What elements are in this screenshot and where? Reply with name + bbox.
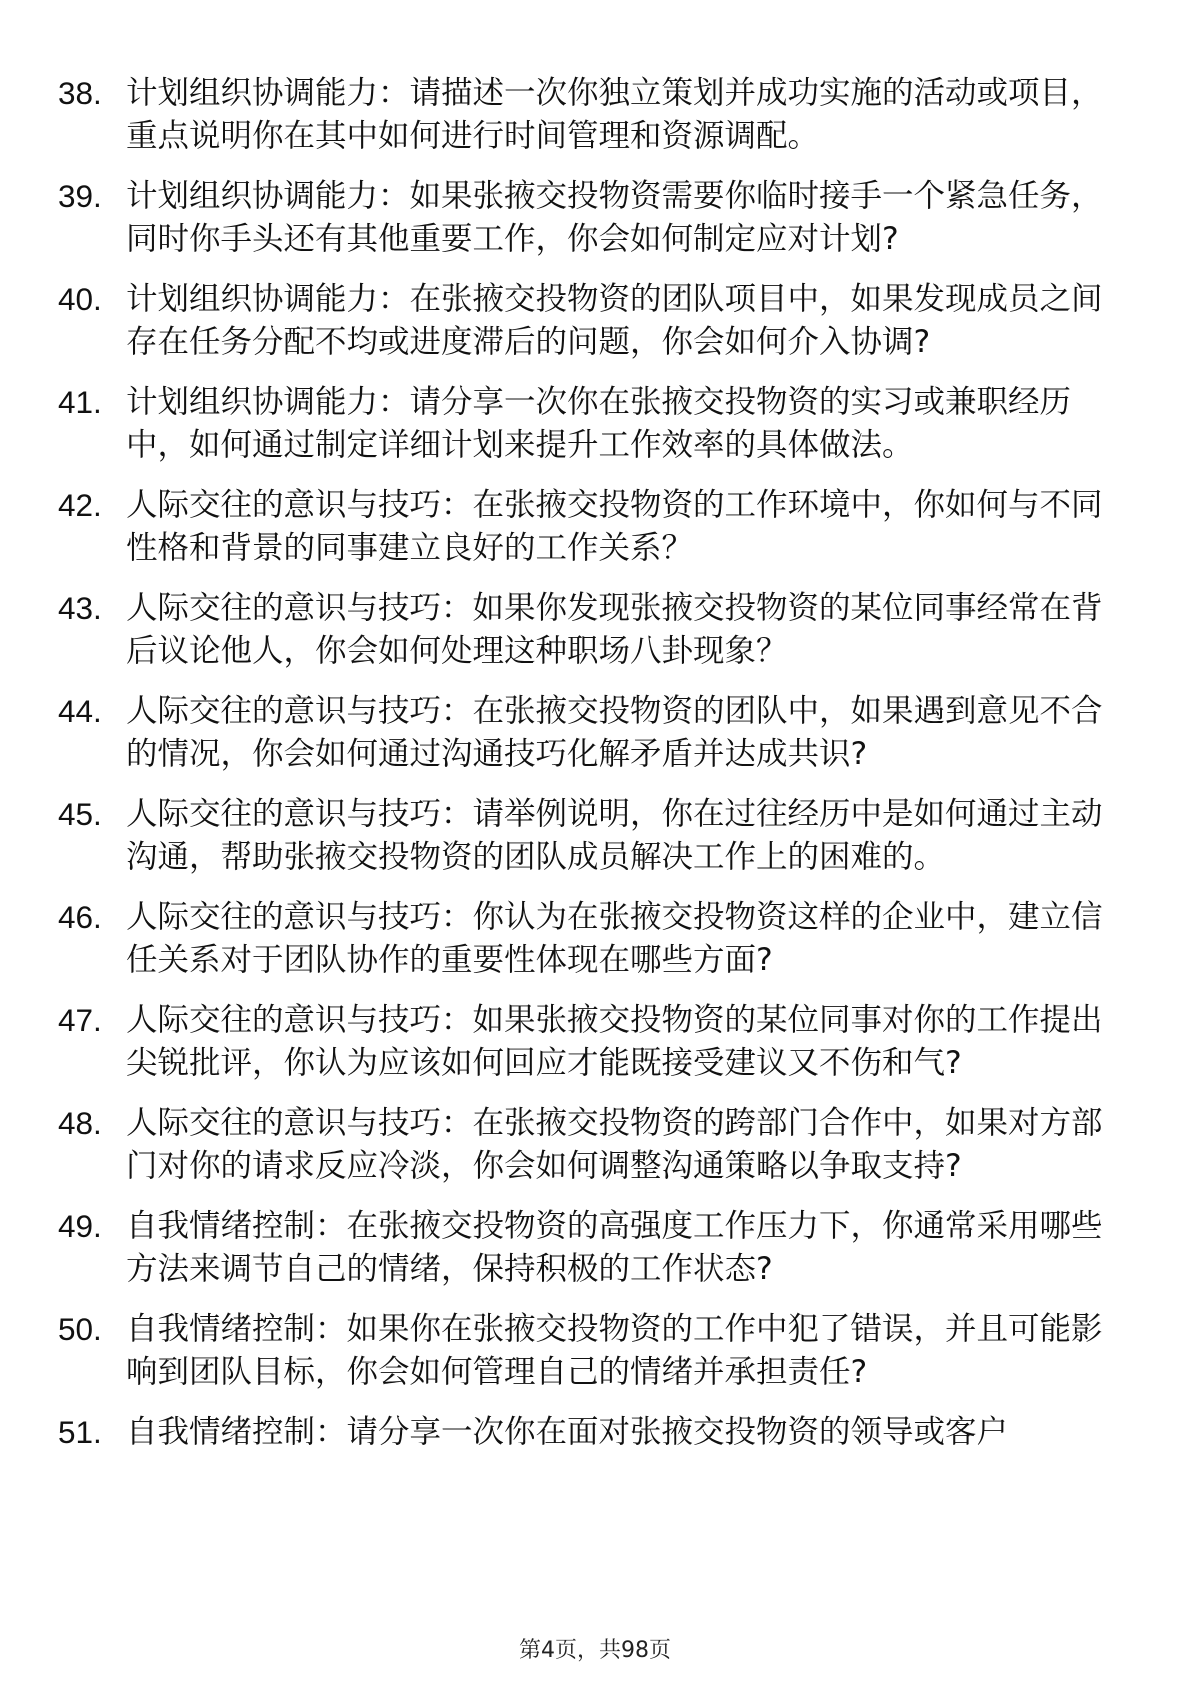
question-number: 38. (58, 75, 102, 111)
list-item (58, 1411, 1118, 1454)
list-item (58, 381, 1118, 467)
question-number: 48. (58, 1105, 102, 1141)
question-text: 自我情绪控制：在张掖交投物资的高强度工作压力下，你通常采用哪些方法来调节自己的情绪，保持积极的工作状态? (126, 1208, 1103, 1287)
list-item (58, 72, 1118, 158)
list-item (58, 1205, 1118, 1291)
question-number: 42. (58, 487, 102, 523)
list-item (58, 690, 1118, 776)
question-text: 计划组织协调能力：请分享一次你在张掖交投物资的实习或兼职经历中，如何通过制定详细计划来提升工作效率的具体做法。 (126, 384, 1072, 463)
question-text: 计划组织协调能力：如果张掖交投物资需要你临时接手一个紧急任务，同时你手头还有其他重要工作，你会如何制定应对计划? (126, 178, 1103, 257)
page-footer: 第4页，共98页 (519, 1638, 671, 1663)
list-item (58, 175, 1118, 261)
list-item (58, 1308, 1118, 1394)
list-item (58, 1102, 1118, 1188)
question-text: 计划组织协调能力：请描述一次你独立策划并成功实施的活动或项目，重点说明你在其中如何进行时间管理和资源调配。 (126, 75, 1103, 154)
list-item (58, 793, 1118, 879)
list-item (58, 484, 1118, 570)
question-text: 计划组织协调能力：在张掖交投物资的团队项目中，如果发现成员之间存在任务分配不均或进度滞后的问题，你会如何介入协调? (126, 281, 1103, 360)
question-number: 50. (58, 1311, 102, 1347)
question-list (58, 72, 1118, 1471)
question-text: 人际交往的意识与技巧：你认为在张掖交投物资这样的企业中，建立信任关系对于团队协作的重要性体现在哪些方面? (126, 899, 1103, 978)
question-number: 39. (58, 178, 102, 214)
question-number: 47. (58, 1002, 102, 1038)
question-text: 人际交往的意识与技巧：请举例说明，你在过往经历中是如何通过主动沟通，帮助张掖交投物资的团队成员解决工作上的困难的。 (126, 796, 1103, 875)
question-text: 人际交往的意识与技巧：如果张掖交投物资的某位同事对你的工作提出尖锐批评，你认为应该如何回应才能既接受建议又不伤和气? (126, 1002, 1103, 1081)
list-item (58, 587, 1118, 673)
question-number: 46. (58, 899, 102, 935)
list-item (58, 896, 1118, 982)
question-number: 40. (58, 281, 102, 317)
question-text: 人际交往的意识与技巧：在张掖交投物资的工作环境中，你如何与不同性格和背景的同事建立良好的工作关系？ (126, 487, 1103, 566)
question-text: 自我情绪控制：请分享一次你在面对张掖交投物资的领导或客户 (126, 1414, 1009, 1450)
question-text: 人际交往的意识与技巧：如果你发现张掖交投物资的某位同事经常在背后议论他人，你会如何处理这种职场八卦现象？ (126, 590, 1103, 669)
question-number: 45. (58, 796, 102, 832)
list-item (58, 278, 1118, 364)
list-item (58, 999, 1118, 1085)
question-number: 44. (58, 693, 102, 729)
question-text: 自我情绪控制：如果你在张掖交投物资的工作中犯了错误，并且可能影响到团队目标，你会如何管理自己的情绪并承担责任? (126, 1311, 1103, 1390)
question-number: 41. (58, 384, 102, 420)
question-number: 49. (58, 1208, 102, 1244)
question-text: 人际交往的意识与技巧：在张掖交投物资的团队中，如果遇到意见不合的情况，你会如何通过沟通技巧化解矛盾并达成共识? (126, 693, 1103, 772)
question-number: 51. (58, 1414, 102, 1450)
question-text: 人际交往的意识与技巧：在张掖交投物资的跨部门合作中，如果对方部门对你的请求反应冷淡，你会如何调整沟通策略以争取支持? (126, 1105, 1103, 1184)
question-number: 43. (58, 590, 102, 626)
